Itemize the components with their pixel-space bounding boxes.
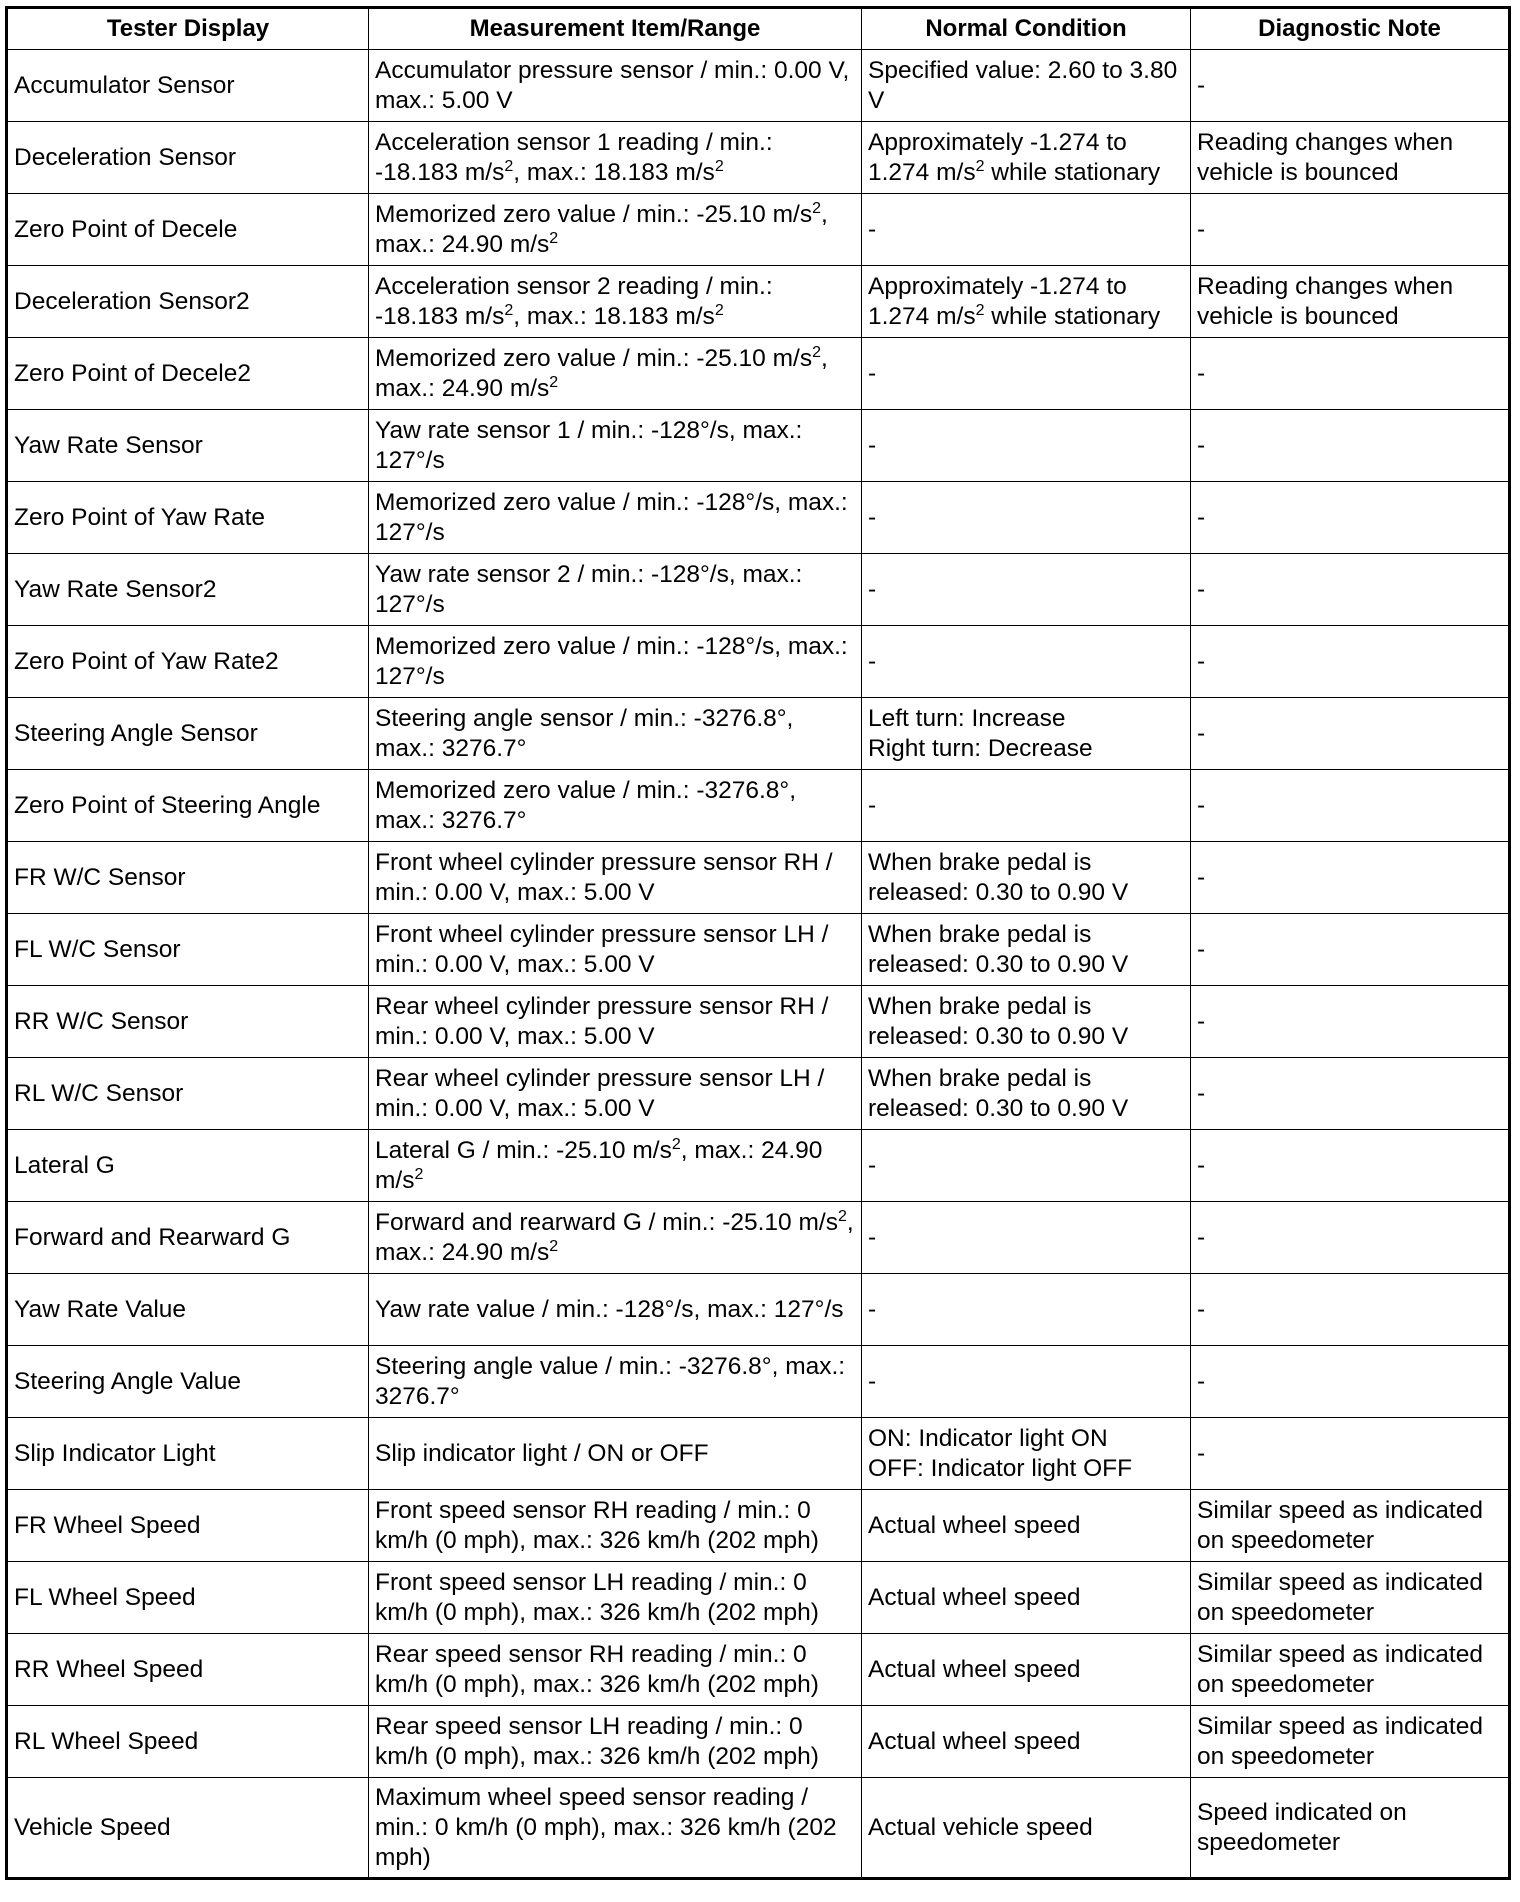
normal-condition-cell: Actual wheel speed	[862, 1634, 1191, 1706]
measurement-range-cell: Front wheel cylinder pressure sensor RH / min.: 0.00 V, max.: 5.00 V	[369, 842, 862, 914]
tester-display-cell: Zero Point of Yaw Rate2	[7, 626, 369, 698]
measurement-range-cell: Yaw rate sensor 2 / min.: -128°/s, max.: 127°/s	[369, 554, 862, 626]
measurement-range-cell: Accumulator pressure sensor / min.: 0.00 V, max.: 5.00 V	[369, 50, 862, 122]
tester-display-cell: Yaw Rate Value	[7, 1274, 369, 1346]
measurement-range-cell: Acceleration sensor 1 reading / min.: -18.183 $m/s^2$, max.: 18.183 $m/s^2$	[369, 122, 862, 194]
normal-condition-cell: Approximately -1.274 to 1.274 $m/s^2$ while stationary	[862, 266, 1191, 338]
table-row	[7, 1706, 1510, 1778]
normal-condition-cell: -	[862, 1130, 1191, 1202]
table-row	[7, 194, 1510, 266]
table-row	[7, 266, 1510, 338]
diagnostic-note-cell: -	[1191, 626, 1510, 698]
diagnostic-note-cell: -	[1191, 986, 1510, 1058]
tester-display-cell: Lateral G	[7, 1130, 369, 1202]
diagnostic-note-cell: -	[1191, 770, 1510, 842]
tester-display-cell: Steering Angle Value	[7, 1346, 369, 1418]
tester-display-cell: Forward and Rearward G	[7, 1202, 369, 1274]
diagnostic-note-cell: -	[1191, 842, 1510, 914]
normal-condition-cell: Actual vehicle speed	[862, 1778, 1191, 1879]
tester-display-cell: FR Wheel Speed	[7, 1490, 369, 1562]
diagnostic-note-cell: -	[1191, 554, 1510, 626]
measurement-range-cell: Front speed sensor LH reading / min.: 0 km/h (0 mph), max.: 326 km/h (202 mph)	[369, 1562, 862, 1634]
tester-display-cell: Slip Indicator Light	[7, 1418, 369, 1490]
normal-condition-cell: -	[862, 194, 1191, 266]
tester-display-cell: Yaw Rate Sensor	[7, 410, 369, 482]
normal-condition-cell: Actual wheel speed	[862, 1706, 1191, 1778]
table-row	[7, 1346, 1510, 1418]
tester-display-cell: RR W/C Sensor	[7, 986, 369, 1058]
measurement-range-cell: Memorized zero value / min.: -25.10 $m/s^2$, max.: 24.90 $m/s^2$	[369, 194, 862, 266]
normal-condition-cell: Actual wheel speed	[862, 1490, 1191, 1562]
table-row	[7, 1634, 1510, 1706]
measurement-range-cell: Memorized zero value / min.: -128°/s, max.: 127°/s	[369, 626, 862, 698]
table-row	[7, 1202, 1510, 1274]
table-row	[7, 554, 1510, 626]
diagnostic-note-cell: Similar speed as indicated on speedometer	[1191, 1490, 1510, 1562]
table-row	[7, 1418, 1510, 1490]
table-row	[7, 1778, 1510, 1879]
tester-display-cell: Zero Point of Decele2	[7, 338, 369, 410]
table-row	[7, 770, 1510, 842]
diagnostic-note-cell: -	[1191, 914, 1510, 986]
measurement-range-cell: Rear wheel cylinder pressure sensor RH / min.: 0.00 V, max.: 5.00 V	[369, 986, 862, 1058]
measurement-range-cell: Maximum wheel speed sensor reading / min.: 0 km/h (0 mph), max.: 326 km/h (202 mph)	[369, 1778, 862, 1879]
table-row	[7, 1562, 1510, 1634]
header-normal-condition: Normal Condition	[862, 8, 1191, 50]
normal-condition-cell: -	[862, 482, 1191, 554]
tester-display-cell: RR Wheel Speed	[7, 1634, 369, 1706]
diagnostic-note-cell: -	[1191, 1058, 1510, 1130]
tester-display-cell: FR W/C Sensor	[7, 842, 369, 914]
measurement-range-cell: Lateral G / min.: -25.10 $m/s^2$, max.: 24.90 $m/s^2$	[369, 1130, 862, 1202]
normal-condition-cell: When brake pedal is released: 0.30 to 0.90 V	[862, 1058, 1191, 1130]
measurement-range-cell: Front speed sensor RH reading / min.: 0 km/h (0 mph), max.: 326 km/h (202 mph)	[369, 1490, 862, 1562]
table-row	[7, 986, 1510, 1058]
measurement-range-cell: Rear speed sensor RH reading / min.: 0 km/h (0 mph), max.: 326 km/h (202 mph)	[369, 1634, 862, 1706]
measurement-range-cell: Memorized zero value / min.: -3276.8°, max.: 3276.7°	[369, 770, 862, 842]
measurement-range-cell: Yaw rate value / min.: -128°/s, max.: 127°/s	[369, 1274, 862, 1346]
normal-condition-cell: Specified value: 2.60 to 3.80 V	[862, 50, 1191, 122]
table-row	[7, 122, 1510, 194]
normal-condition-cell: -	[862, 770, 1191, 842]
table-row	[7, 1058, 1510, 1130]
normal-condition-cell: When brake pedal is released: 0.30 to 0.90 V	[862, 986, 1191, 1058]
tester-display-cell: Deceleration Sensor2	[7, 266, 369, 338]
diagnostic-note-cell: -	[1191, 194, 1510, 266]
tester-display-cell: Zero Point of Decele	[7, 194, 369, 266]
table-row	[7, 698, 1510, 770]
measurement-range-cell: Yaw rate sensor 1 / min.: -128°/s, max.: 127°/s	[369, 410, 862, 482]
table-row	[7, 50, 1510, 122]
tester-display-cell: FL Wheel Speed	[7, 1562, 369, 1634]
tester-display-cell: Zero Point of Steering Angle	[7, 770, 369, 842]
document-page	[5, 6, 1508, 1880]
tester-display-cell: Vehicle Speed	[7, 1778, 369, 1879]
normal-condition-cell: ON: Indicator light ON OFF: Indicator light OFF	[862, 1418, 1191, 1490]
diagnostic-note-cell: -	[1191, 1274, 1510, 1346]
measurement-range-cell: Acceleration sensor 2 reading / min.: -18.183 $m/s^2$, max.: 18.183 $m/s^2$	[369, 266, 862, 338]
measurement-range-cell: Steering angle sensor / min.: -3276.8°, max.: 3276.7°	[369, 698, 862, 770]
diagnostic-note-cell: Reading changes when vehicle is bounced	[1191, 122, 1510, 194]
diagnostic-note-cell: -	[1191, 50, 1510, 122]
normal-condition-cell: -	[862, 1274, 1191, 1346]
normal-condition-cell: When brake pedal is released: 0.30 to 0.90 V	[862, 914, 1191, 986]
tester-display-cell: RL Wheel Speed	[7, 1706, 369, 1778]
table-row	[7, 338, 1510, 410]
tester-display-cell: Yaw Rate Sensor2	[7, 554, 369, 626]
measurement-range-cell: Memorized zero value / min.: -25.10 $m/s^2$, max.: 24.90 $m/s^2$	[369, 338, 862, 410]
measurement-range-cell: Front wheel cylinder pressure sensor LH / min.: 0.00 V, max.: 5.00 V	[369, 914, 862, 986]
diagnostic-note-cell: -	[1191, 1130, 1510, 1202]
measurement-range-cell: Rear wheel cylinder pressure sensor LH / min.: 0.00 V, max.: 5.00 V	[369, 1058, 862, 1130]
normal-condition-cell: -	[862, 626, 1191, 698]
diagnostic-note-cell: -	[1191, 698, 1510, 770]
data-list-table	[5, 6, 1511, 1880]
tester-display-cell: FL W/C Sensor	[7, 914, 369, 986]
tester-display-cell: Accumulator Sensor	[7, 50, 369, 122]
table-row	[7, 1490, 1510, 1562]
normal-condition-cell: -	[862, 338, 1191, 410]
tester-display-cell: RL W/C Sensor	[7, 1058, 369, 1130]
diagnostic-note-cell: Speed indicated on speedometer	[1191, 1778, 1510, 1879]
header-measurement-item: Measurement Item/Range	[369, 8, 862, 50]
measurement-range-cell: Steering angle value / min.: -3276.8°, max.: 3276.7°	[369, 1346, 862, 1418]
table-row	[7, 410, 1510, 482]
diagnostic-note-cell: -	[1191, 482, 1510, 554]
diagnostic-note-cell: Reading changes when vehicle is bounced	[1191, 266, 1510, 338]
diagnostic-note-cell: Similar speed as indicated on speedometer	[1191, 1634, 1510, 1706]
table-row	[7, 842, 1510, 914]
table-row	[7, 482, 1510, 554]
header-row	[7, 8, 1510, 50]
tester-display-cell: Steering Angle Sensor	[7, 698, 369, 770]
measurement-range-cell: Memorized zero value / min.: -128°/s, max.: 127°/s	[369, 482, 862, 554]
table-row	[7, 1130, 1510, 1202]
diagnostic-note-cell: -	[1191, 1346, 1510, 1418]
table-header	[7, 8, 1510, 50]
measurement-range-cell: Slip indicator light / ON or OFF	[369, 1418, 862, 1490]
normal-condition-cell: -	[862, 410, 1191, 482]
header-diagnostic-note: Diagnostic Note	[1191, 8, 1510, 50]
diagnostic-note-cell: -	[1191, 338, 1510, 410]
normal-condition-cell: -	[862, 1346, 1191, 1418]
table-body	[7, 50, 1510, 1879]
table-row	[7, 914, 1510, 986]
tester-display-cell: Deceleration Sensor	[7, 122, 369, 194]
table-row	[7, 1274, 1510, 1346]
normal-condition-cell: Actual wheel speed	[862, 1562, 1191, 1634]
header-tester-display: Tester Display	[7, 8, 369, 50]
measurement-range-cell: Forward and rearward G / min.: -25.10 $m/s^2$, max.: 24.90 $m/s^2$	[369, 1202, 862, 1274]
diagnostic-note-cell: -	[1191, 1202, 1510, 1274]
diagnostic-note-cell: -	[1191, 410, 1510, 482]
table-row	[7, 626, 1510, 698]
diagnostic-note-cell: Similar speed as indicated on speedometer	[1191, 1562, 1510, 1634]
normal-condition-cell: When brake pedal is released: 0.30 to 0.90 V	[862, 842, 1191, 914]
measurement-range-cell: Rear speed sensor LH reading / min.: 0 km/h (0 mph), max.: 326 km/h (202 mph)	[369, 1706, 862, 1778]
normal-condition-cell: Approximately -1.274 to 1.274 $m/s^2$ while stationary	[862, 122, 1191, 194]
diagnostic-note-cell: Similar speed as indicated on speedometer	[1191, 1706, 1510, 1778]
normal-condition-cell: -	[862, 1202, 1191, 1274]
tester-display-cell: Zero Point of Yaw Rate	[7, 482, 369, 554]
normal-condition-cell: -	[862, 554, 1191, 626]
diagnostic-note-cell: -	[1191, 1418, 1510, 1490]
normal-condition-cell: Left turn: Increase Right turn: Decrease	[862, 698, 1191, 770]
